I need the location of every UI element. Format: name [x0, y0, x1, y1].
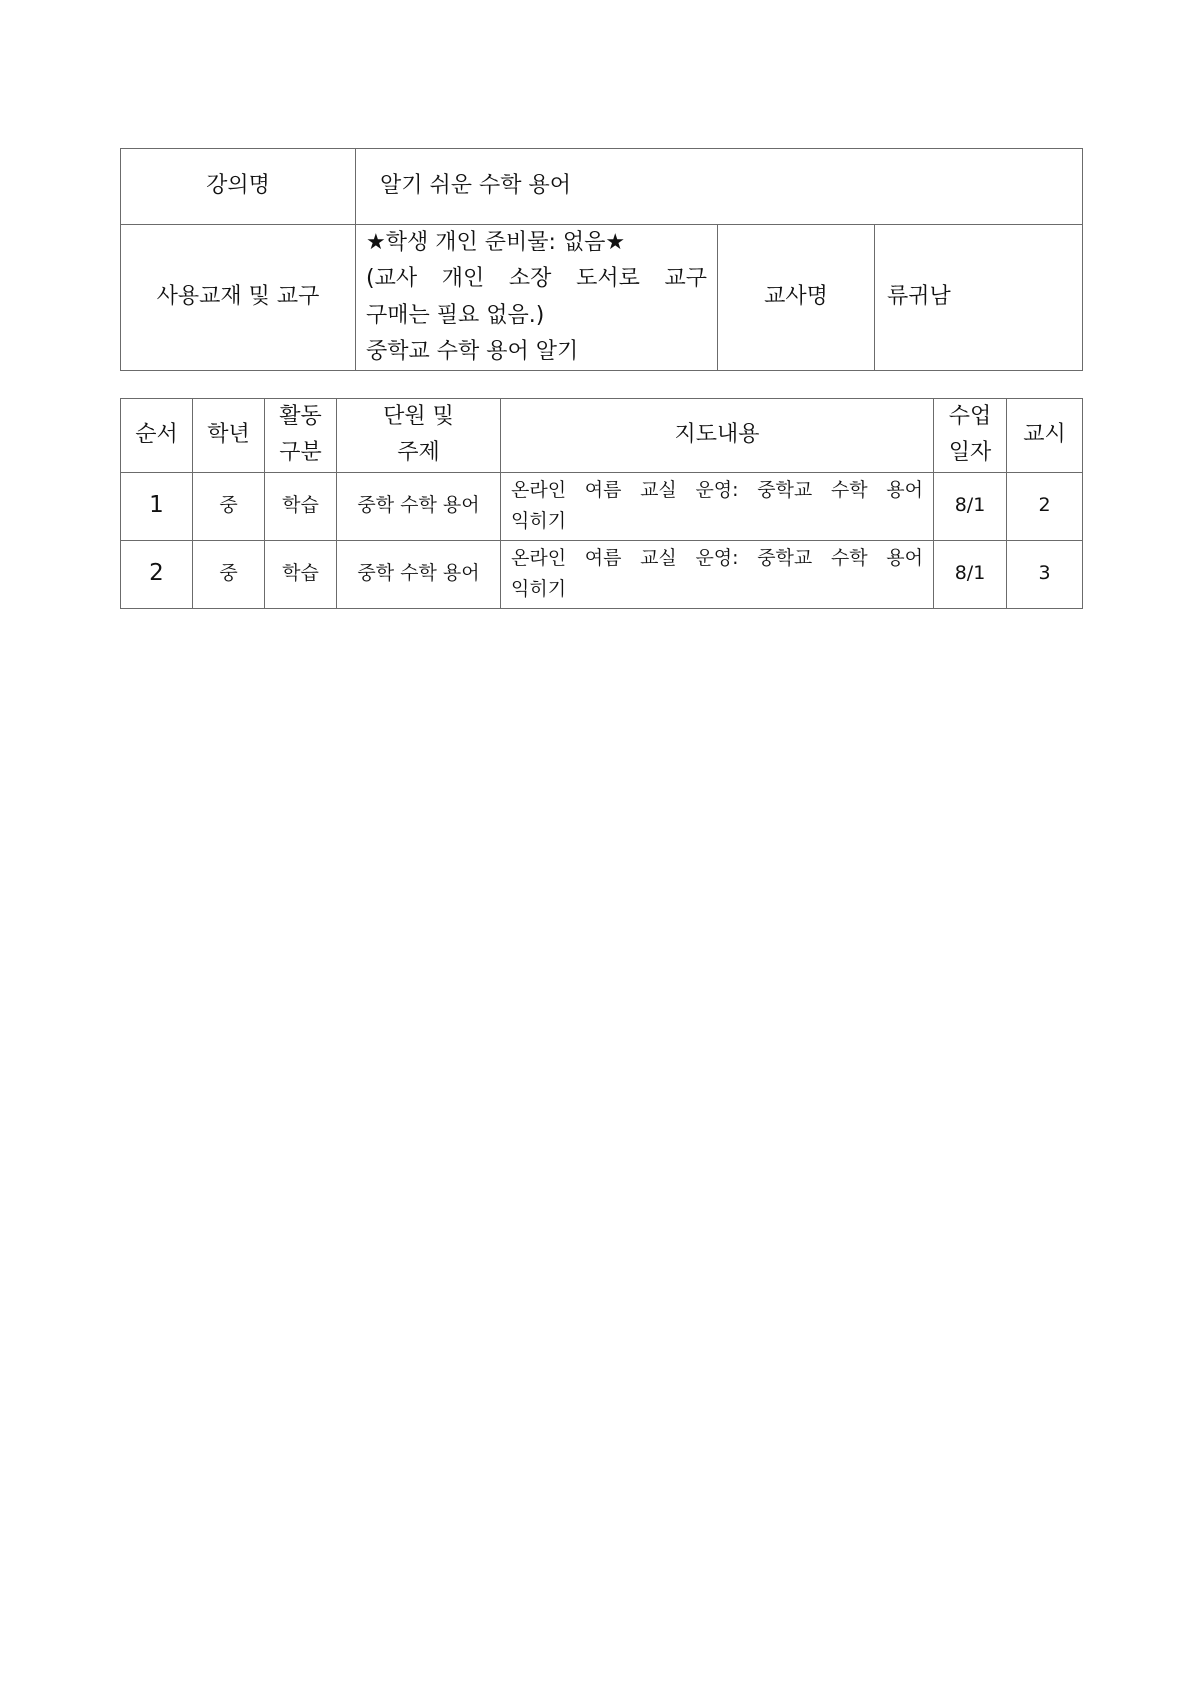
course-info-table — [120, 148, 1083, 371]
cell-period: 2 — [1007, 472, 1083, 540]
table-row — [121, 472, 1083, 540]
header-activity-line: 구분 — [279, 440, 322, 466]
header-date-line: 일자 — [948, 440, 992, 466]
schedule-header-row — [121, 399, 1083, 473]
table-row — [121, 540, 1083, 608]
header-date-line: 수업 — [948, 404, 992, 429]
teacher-value: 류귀남 — [875, 225, 1083, 371]
cell-grade: 중 — [193, 540, 265, 608]
header-unit-line: 주제 — [397, 440, 440, 466]
schedule-table — [120, 398, 1083, 609]
materials-line: (교사 개인 소장 도서로 교구 — [366, 266, 707, 292]
header-order: 순서 — [121, 399, 193, 473]
header-activity-line: 활동 — [279, 404, 322, 429]
cell-content — [501, 472, 934, 540]
header-activity — [265, 399, 337, 473]
materials-line: 중학교 수학 용어 알기 — [366, 338, 579, 364]
cell-content-line: 온라인 여름 교실 운영: 중학교 수학 용어 — [511, 478, 923, 501]
cell-unit: 중학 수학 용어 — [337, 540, 501, 608]
cell-unit: 중학 수학 용어 — [337, 472, 501, 540]
cell-content-line: 익히기 — [511, 578, 567, 601]
cell-date: 8/1 — [934, 540, 1007, 608]
cell-date: 8/1 — [934, 472, 1007, 540]
cell-content-line: 온라인 여름 교실 운영: 중학교 수학 용어 — [511, 546, 923, 569]
cell-content — [501, 540, 934, 608]
materials-line: 구매는 필요 없음.) — [366, 302, 545, 328]
cell-content-line: 익히기 — [511, 510, 567, 533]
course-row — [121, 149, 1083, 225]
cell-order: 1 — [121, 472, 193, 540]
cell-grade: 중 — [193, 472, 265, 540]
header-unit — [337, 399, 501, 473]
cell-order: 2 — [121, 540, 193, 608]
materials-line: ★학생 개인 준비물: 없음★ — [366, 230, 626, 255]
course-label: 강의명 — [121, 149, 356, 225]
header-unit-line: 단원 및 — [383, 404, 454, 429]
teacher-label: 교사명 — [718, 225, 875, 371]
header-grade: 학년 — [193, 399, 265, 473]
materials-row — [121, 225, 1083, 371]
header-period: 교시 — [1007, 399, 1083, 473]
cell-period: 3 — [1007, 540, 1083, 608]
header-date — [934, 399, 1007, 473]
materials-value — [356, 225, 718, 371]
cell-activity: 학습 — [265, 472, 337, 540]
cell-activity: 학습 — [265, 540, 337, 608]
materials-label: 사용교재 및 교구 — [121, 225, 356, 371]
header-content: 지도내용 — [501, 399, 934, 473]
course-value: 알기 쉬운 수학 용어 — [356, 149, 1083, 225]
